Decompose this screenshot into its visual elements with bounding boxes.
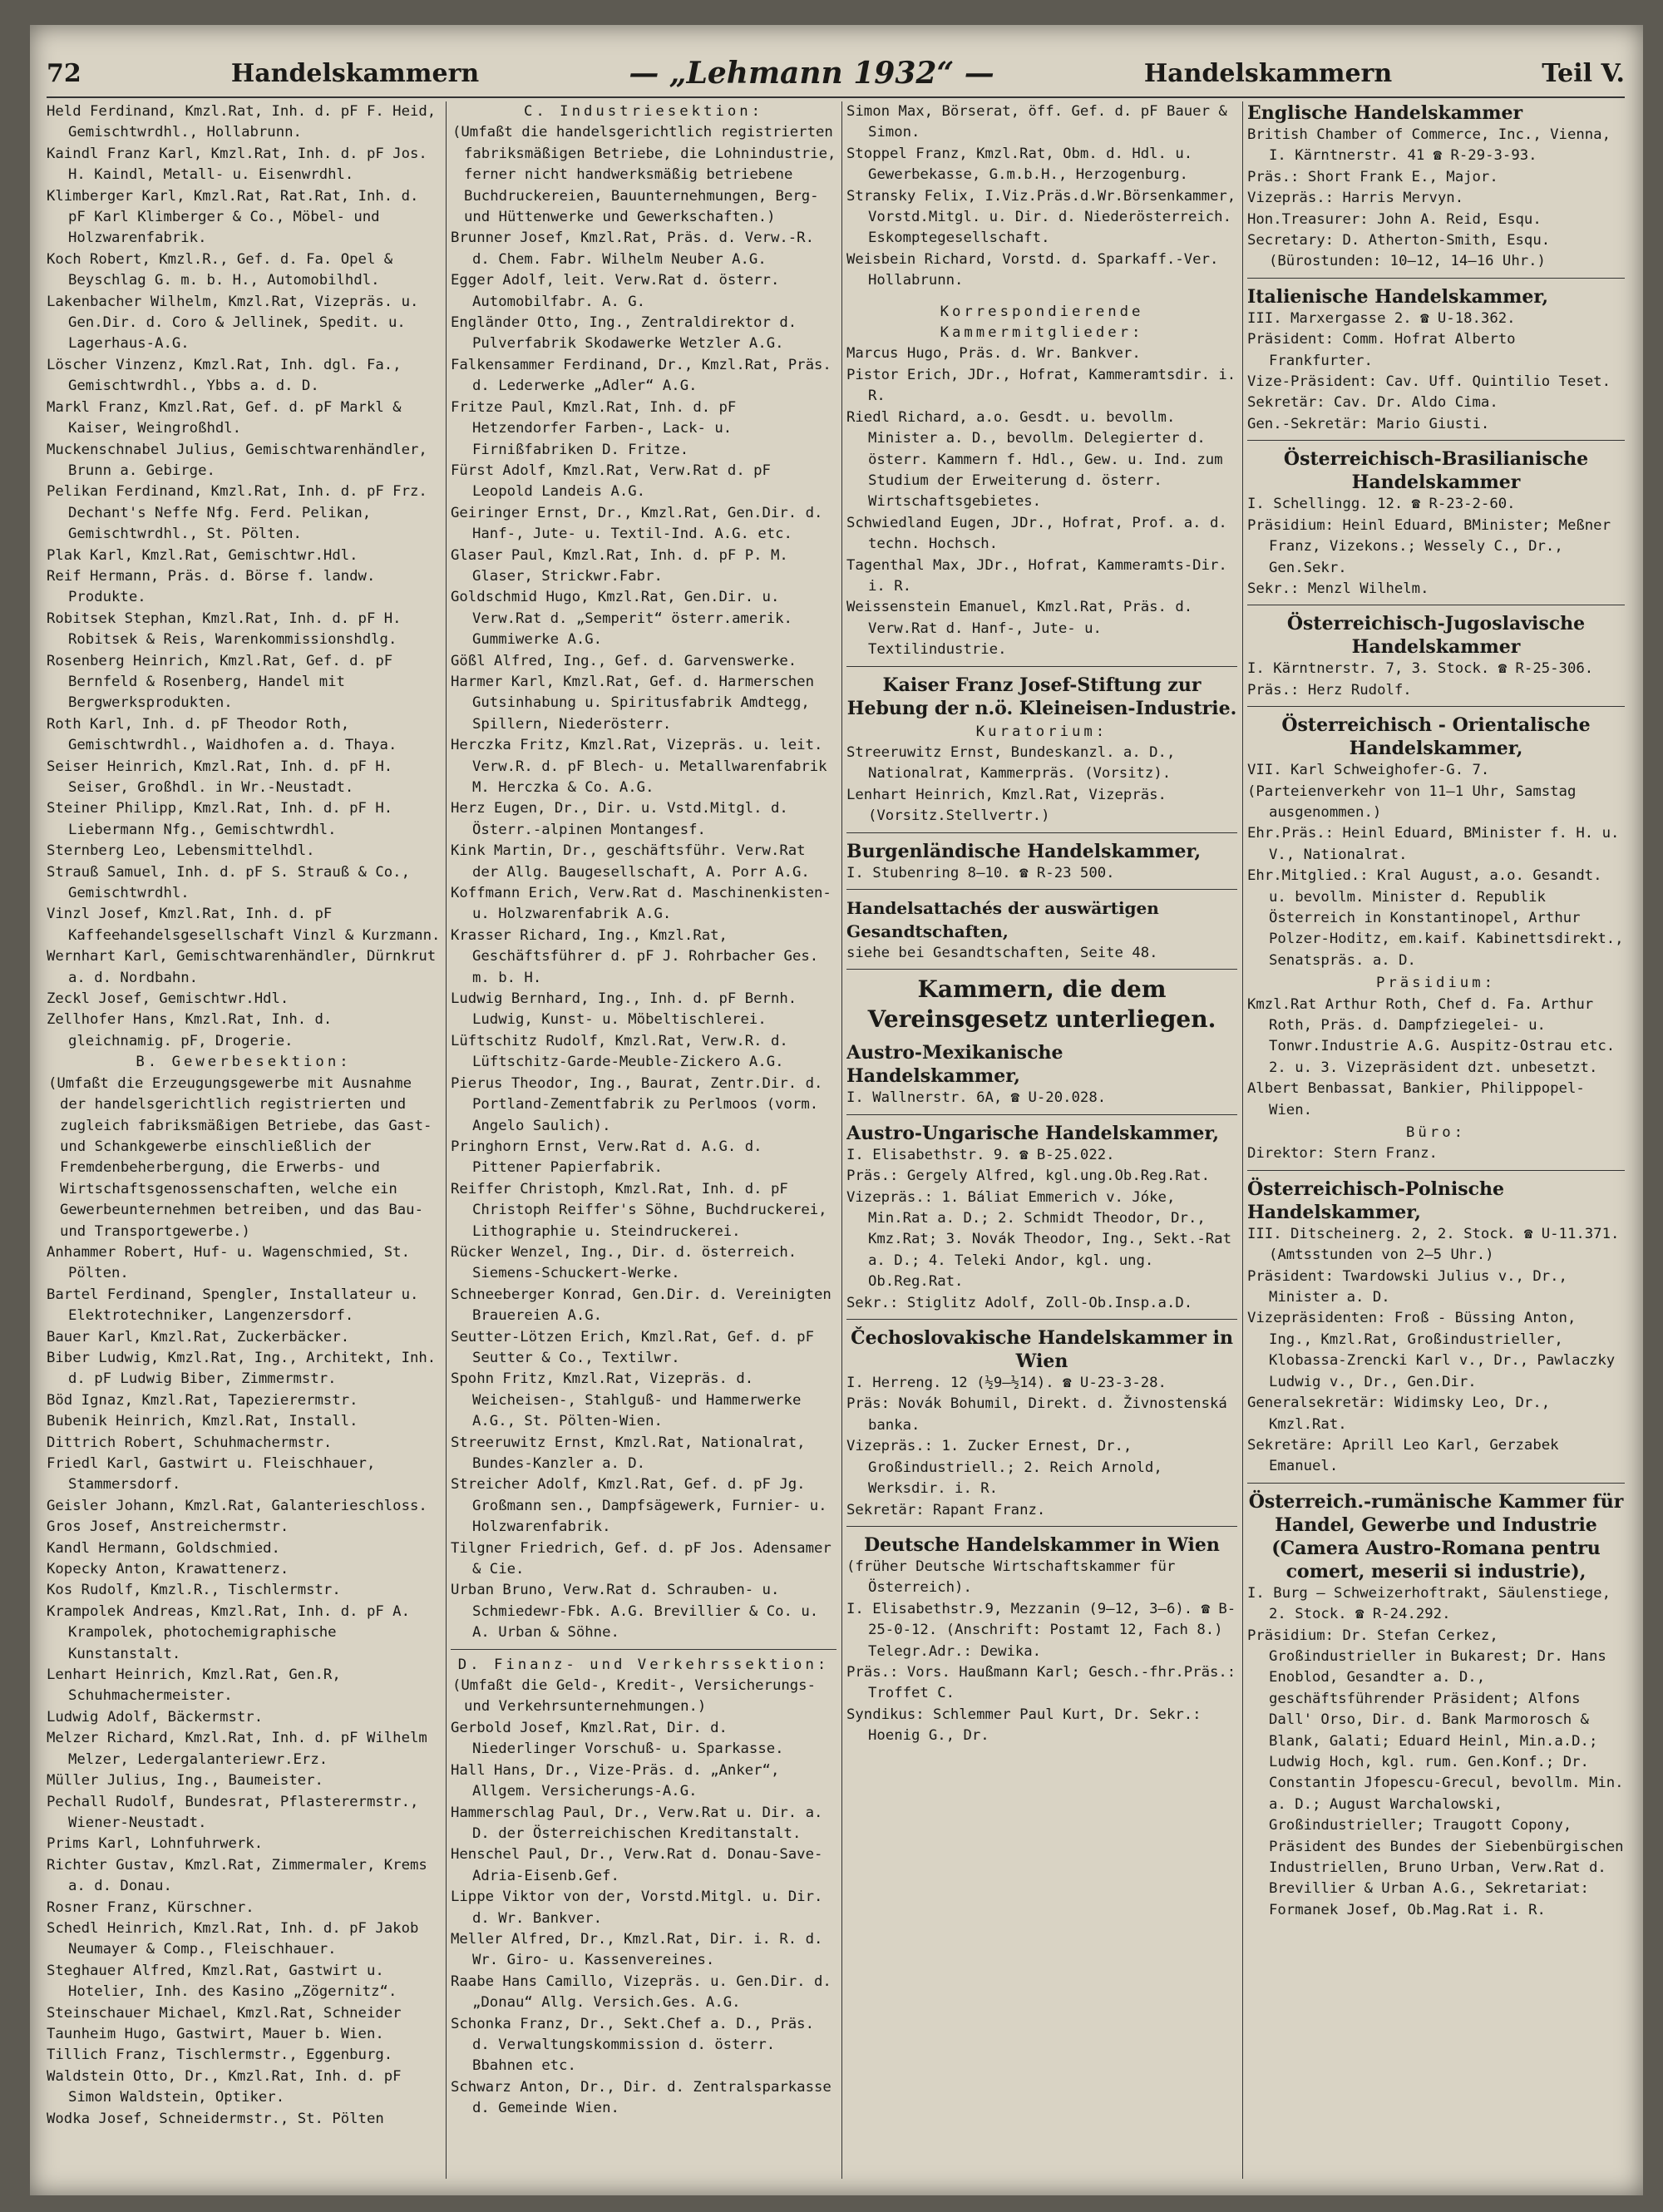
chamber-detail: Sekr.: Menzl Wilhelm. xyxy=(1247,580,1429,597)
member-entry: Klimberger Karl, Kmzl.Rat, Rat.Rat, Inh. d. pF Karl Klimberger & Co., Möbel- und Holzwarenfabrik. xyxy=(47,187,419,247)
chamber-detail: VII. Karl Schweighofer-G. 7. xyxy=(1247,762,1490,779)
chamber-detail: Präsident: Comm. Hofrat Alberto Frankfurter. xyxy=(1247,331,1516,369)
member-entry: Lenhart Heinrich, Kmzl.Rat, Gen.R, Schuhmachermeister. xyxy=(47,1666,341,1705)
member-entry: Rücker Wenzel, Ing., Dir. d. österreich. Siemens-Schuckert-Werke. xyxy=(451,1243,797,1282)
member-entry: Hammerschlag Paul, Dr., Verw.Rat u. Dir. a. D. der Österreichischen Kreditanstalt. xyxy=(451,1804,823,1842)
chamber-detail: Vizepräs.: Harris Mervyn. xyxy=(1247,190,1464,207)
member-entry: Fürst Adolf, Kmzl.Rat, Verw.Rat d. pF Leopold Landeis A.G. xyxy=(451,462,771,501)
divider xyxy=(846,666,1237,667)
section-note-c: (Umfaßt die handelsgerichtlich registrierten fabriksmäßigen Betriebe, die Lohnindustrie, ferner nicht handwerksmäßig betriebene Buchdruckereien, Bauunternehmungen, Berg- und Hüttenwerke und Gewerkschaften.) xyxy=(452,124,836,226)
member-entry: Müller Julius, Ing., Baumeister. xyxy=(47,1772,323,1790)
column-1 xyxy=(47,101,441,2179)
divider xyxy=(1247,1483,1625,1484)
buero-heading: Büro: xyxy=(1405,1124,1467,1142)
member-entry: Kandl Hermann, Goldschmied. xyxy=(47,1539,280,1557)
member-entry: Tilgner Friedrich, Gef. d. pF Jos. Adensamer & Cie. xyxy=(451,1539,832,1578)
member-entry: Taunheim Hugo, Gastwirt, Mauer b. Wien. xyxy=(47,2025,384,2042)
member-entry: Koch Robert, Kmzl.R., Gef. d. Fa. Opel & Beyschlag G. m. b. H., Automobilhdl. xyxy=(47,250,393,289)
polish-chamber-heading: Österreichisch-Polnische Handelskammer, xyxy=(1247,1178,1505,1223)
member-entry: Koffmann Erich, Verw.Rat d. Maschinenkisten- u. Holzwarenfabrik A.G. xyxy=(451,885,832,923)
vereinsgesetz-heading: Kammern, die dem Vereinsgesetz unterliegen. xyxy=(867,975,1216,1034)
member-entry: Herczka Fritz, Kmzl.Rat, Vizepräs. u. leit. Verw.R. d. pF Blech- u. Metallwarenfabrik M. Herczka & Co. A.G. xyxy=(451,737,827,796)
brazilian-chamber-heading: Österreichisch-Brasilianische Handelskammer xyxy=(1283,448,1589,494)
chamber-detail: Albert Benbassat, Bankier, Philippopel-Wien. xyxy=(1247,1080,1585,1118)
chamber-detail: Secretary: D. Atherton-Smith, Esqu. (Bürostunden: 10—12, 14—16 Uhr.) xyxy=(1247,232,1551,270)
member-entry: Lakenbacher Wilhelm, Kmzl.Rat, Vizepräs. u. Gen.Dir. d. Coro & Jellinek, Spedit. u. Lagerhaus-A.G. xyxy=(47,293,419,353)
chamber-detail: Präs.: Short Frank E., Major. xyxy=(1247,168,1498,185)
member-entry: Prims Karl, Lohnfuhrwerk. xyxy=(47,1835,264,1853)
member-entry: Held Ferdinand, Kmzl.Rat, Inh. d. pF F. Heid, Gemischtwrdhl., Hollabrunn. xyxy=(47,103,437,141)
member-entry: Gerbold Josef, Kmzl.Rat, Dir. d. Niederlinger Vorschuß- u. Sparkasse. xyxy=(451,1719,784,1758)
italian-chamber-heading: Italienische Handelskammer, xyxy=(1247,285,1549,308)
correspondent-heading: Korrespondierende Kammermitglieder: xyxy=(940,303,1144,342)
member-entry: Plak Karl, Kmzl.Rat, Gemischtwr.Hdl. xyxy=(47,546,358,564)
chamber-detail: I. Kärntnerstr. 7, 3. Stock. ☎ R-25-306. xyxy=(1247,660,1594,678)
member-entry: Schneeberger Konrad, Gen.Dir. d. Vereinigten Brauereien A.G. xyxy=(451,1286,832,1325)
member-entry: Meller Alfred, Dr., Kmzl.Rat, Dir. i. R. d. Wr. Giro- u. Kassenvereines. xyxy=(451,1930,823,1969)
divider xyxy=(846,1319,1237,1320)
member-entry: Kaindl Franz Karl, Kmzl.Rat, Inh. d. pF Jos. H. Kaindl, Metall- u. Eisenwrdhl. xyxy=(47,145,427,184)
member-entry: Dittrich Robert, Schuhmachermstr. xyxy=(47,1434,333,1451)
german-chamber-heading: Deutsche Handelskammer in Wien xyxy=(864,1533,1220,1556)
section-heading-d: D. Finanz- und Verkehrssektion: xyxy=(457,1656,830,1673)
column-rule xyxy=(1242,101,1243,2179)
kaiser-franz-josef-heading: Kaiser Franz Josef-Stiftung zur Hebung der n.ö. Kleineisen-Industrie. xyxy=(846,674,1237,719)
chamber-detail: I. Elisabethstr. 9. ☎ B-25.022. xyxy=(846,1146,1115,1163)
member-entry: Löscher Vinzenz, Kmzl.Rat, Inh. dgl. Fa., Gemischtwrdhl., Ybbs a. d. D. xyxy=(47,356,402,395)
section-note-b: (Umfaßt die Erzeugungsgewerbe mit Ausnahme der handelsgerichtlich registrierten und zugleich fabriksmäßigen Betriebe, das Gast- und Schankgewerbe einschließlich der Fremdenbeherbergung, die Erwerbs- und Wirtschaftsgenossenschaften, welche ein Gewerbeunternehmen betreiben, und das Bau- und Transportgewerbe.) xyxy=(48,1074,432,1240)
chamber-detail: Sekretäre: Aprill Leo Karl, Gerzabek Emanuel. xyxy=(1247,1436,1559,1475)
chamber-detail: Gen.-Sekretär: Mario Giusti. xyxy=(1247,415,1490,432)
chamber-detail: Präs.: Gergely Alfred, kgl.ung.Ob.Reg.Rat. xyxy=(846,1168,1210,1185)
member-entry: Geiringer Ernst, Dr., Kmzl.Rat, Gen.Dir. d. Hanf-, Jute- u. Textil-Ind. A.G. etc. xyxy=(451,504,823,543)
chamber-detail: Präs: Novák Bohumil, Direkt. d. Živnostenská banka. xyxy=(846,1395,1227,1434)
member-entry: Muckenschnabel Julius, Gemischtwarenhändler, Brunn a. Gebirge. xyxy=(47,441,427,479)
member-entry: Melzer Richard, Kmzl.Rat, Inh. d. pF Wilhelm Melzer, Ledergalanteriewr.Erz. xyxy=(47,1730,427,1768)
member-entry: Bubenik Heinrich, Kmzl.Rat, Install. xyxy=(47,1413,358,1430)
member-entry: Stoppel Franz, Kmzl.Rat, Obm. d. Hdl. u. Gewerbekasse, G.m.b.H., Herzogenburg. xyxy=(846,145,1193,184)
member-entry: Kopecky Anton, Krawattenerz. xyxy=(47,1561,289,1578)
chamber-detail: Präs.: Vors. Haußmann Karl; Gesch.-fhr.Präs.: Troffet C. xyxy=(846,1663,1236,1702)
member-entry: Hall Hans, Dr., Vize-Präs. d. „Anker“, Allgem. Versicherungs-A.G. xyxy=(451,1761,780,1800)
member-entry: Engländer Otto, Ing., Zentraldirektor d. Pulverfabrik Skodawerke Wetzler A.G. xyxy=(451,314,797,353)
chamber-detail: I. Burg — Schweizerhoftrakt, Säulenstiege, 2. Stock. ☎ R-24.292. xyxy=(1247,1584,1611,1623)
member-entry: Glaser Paul, Kmzl.Rat, Inh. d. pF P. M. Glaser, Strickwr.Fabr. xyxy=(451,546,788,585)
member-entry: Markl Franz, Kmzl.Rat, Gef. d. pF Markl & Kaiser, Weingroßhdl. xyxy=(47,398,402,437)
chamber-detail: Ehr.Präs.: Heinl Eduard, BMinister f. H. u. V., Nationalrat. xyxy=(1247,825,1620,863)
chamber-detail: Sekr.: Stiglitz Adolf, Zoll-Ob.Insp.a.D. xyxy=(846,1294,1193,1311)
member-entry: Gros Josef, Anstreichermstr. xyxy=(47,1518,289,1536)
divider xyxy=(1247,440,1625,441)
member-entry: Reif Hermann, Präs. d. Börse f. landw. Produkte. xyxy=(47,567,376,606)
praesidium-heading: Präsidium: xyxy=(1375,975,1497,992)
column-4 xyxy=(1247,101,1625,2179)
member-entry: Strauß Samuel, Inh. d. pF S. Strauß & Co., Gemischtwrdhl. xyxy=(47,863,410,902)
member-entry: Pringhorn Ernst, Verw.Rat d. A.G. d. Pittener Papierfabrik. xyxy=(451,1138,762,1177)
member-entry: Simon Max, Börserat, öff. Gef. d. pF Bauer & Simon. xyxy=(846,103,1227,141)
member-entry: Waldstein Otto, Dr., Kmzl.Rat, Inh. d. pF Simon Waldstein, Optiker. xyxy=(47,2067,402,2106)
member-entry: Streeruwitz Ernst, Kmzl.Rat, Nationalrat, Bundes-Kanzler a. D. xyxy=(451,1434,806,1472)
member-entry: Krasser Richard, Ing., Kmzl.Rat, Geschäftsführer d. pF J. Rohrbacher Ges. m. b. H. xyxy=(451,926,819,986)
member-entry: Kos Rudolf, Kmzl.R., Tischlermstr. xyxy=(47,1582,341,1599)
member-entry: Riedl Richard, a.o. Gesdt. u. bevollm. Minister a. D., bevollm. Delegierter d. österr. Kammern f. Hdl., Gew. u. Ind. zum Studium der Erweiterung d. österr. Wirtschaftsgebietes. xyxy=(846,408,1223,511)
divider xyxy=(846,832,1237,833)
member-entry: Roth Karl, Inh. d. pF Theodor Roth, Gemischtwrdhl., Waidhofen a. d. Thaya. xyxy=(47,715,397,754)
member-entry: Steghauer Alfred, Kmzl.Rat, Gastwirt u. Hotelier, Inh. des Kasino „Zögernitz“. xyxy=(47,1962,397,2001)
member-entry: Tagenthal Max, JDr., Hofrat, Kammeramts-Dir. i. R. xyxy=(846,556,1227,595)
burgenland-address: I. Stubenring 8—10. ☎ R-23 500. xyxy=(846,864,1115,881)
member-entry: Pierus Theodor, Ing., Baurat, Zentr.Dir. d. Portland-Zementfabrik zu Perlmoos (vorm. Angelo Saulich). xyxy=(451,1074,823,1134)
english-chamber-heading: Englische Handelskammer xyxy=(1247,102,1523,124)
member-entry: Pelikan Ferdinand, Kmzl.Rat, Inh. d. pF Frz. Dechant's Neffe Nfg. Ferd. Pelikan, Gemischtwrdhl., St. Pölten. xyxy=(47,483,427,543)
page-header xyxy=(47,50,1625,98)
divider xyxy=(846,969,1237,970)
member-entry: Pechall Rudolf, Bundesrat, Pflasterermstr., Wiener-Neustadt. xyxy=(47,1793,419,1831)
member-entry: Urban Bruno, Verw.Rat d. Schrauben- u. Schmiedewr-Fbk. A.G. Brevillier & Co. u. A. Urban & Söhne. xyxy=(451,1582,819,1642)
member-entry: Steinschauer Michael, Kmzl.Rat, Schneider xyxy=(47,2004,402,2022)
attaches-heading: Handelsattachés der auswärtigen Gesandtschaften, xyxy=(846,898,1159,941)
member-entry: Raabe Hans Camillo, Vizepräs. u. Gen.Dir. d. „Donau“ Allg. Versich.Ges. A.G. xyxy=(451,1973,832,2012)
member-entry: Steiner Philipp, Kmzl.Rat, Inh. d. pF H. Liebermann Nfg., Gemischtwrdhl. xyxy=(47,800,393,838)
chamber-detail: Generalsekretär: Widimsky Leo, Dr., Kmzl.Rat. xyxy=(1247,1395,1551,1433)
chamber-detail: Präsidium: Dr. Stefan Cerkez, Großindustrieller in Bukarest; Dr. Hans Enoblod, Gesandter a. D., geschäftsführender Präsident; Alfons Dall' Orso, Dir. d. Bank Marmorosch & Blank, Galati; Eduard Heinl, Min.a.D.; Ludwig Hoch, kgl. rum. Gen.Konf.; Dr. Constantin Jfopescu-Grecul, bevollm. Min. a. D.; August Warchalowski, Großindustrieller; Traugott Copony, Präsident des Bundes der Siebenbürgischen Industriellen, Bruno Urban, Verw.Rat d. Brevillier & Urban A.G., Sekretariat: Formanek Josef, Ob.Mag.Rat i. R. xyxy=(1247,1627,1624,1918)
attaches-reference: siehe bei Gesandtschaften, Seite 48. xyxy=(846,945,1158,961)
member-entry: Reiffer Christoph, Kmzl.Rat, Inh. d. pF Christoph Reiffer's Söhne, Buchdruckerei, Lithographie u. Steindruckerei. xyxy=(451,1180,827,1240)
chamber-detail: Vizepräsidenten: Froß - Büssing Anton, Ing., Kmzl.Rat, Großindustrieller, Klobassa-Zrencki Karl v., Dr., Pawlaczky Ludwig v., Dr., Gen.Dir. xyxy=(1247,1310,1616,1390)
chamber-detail: I. Schellingg. 12. ☎ R-23-2-60. xyxy=(1247,496,1516,513)
header-left-title: Handelskammern xyxy=(230,58,480,88)
oriental-director: Direktor: Stern Franz. xyxy=(1247,1145,1438,1163)
member-entry: Schonka Franz, Dr., Sekt.Chef a. D., Präs. d. Verwaltungskommission d. österr. Bbahnen etc. xyxy=(451,2015,814,2075)
column-rule xyxy=(841,101,842,2179)
czechoslovak-heading: Čechoslovakische Handelskammer in Wien xyxy=(851,1327,1233,1373)
section-heading-c: C. Industriesektion: xyxy=(523,103,764,120)
member-entry: Lenhart Heinrich, Kmzl.Rat, Vizepräs. (Vorsitz.Stellvertr.) xyxy=(846,786,1167,825)
page-number: 72 xyxy=(47,58,81,88)
austro-mexican-heading: Austro-Mexikanische Handelskammer, xyxy=(846,1042,1063,1088)
member-entry: Biber Ludwig, Kmzl.Rat, Ing., Architekt, Inh. d. pF Ludwig Biber, Zimmermstr. xyxy=(47,1349,437,1388)
member-entry: Bartel Ferdinand, Spengler, Installateur u. Elektrotechniker, Langenzersdorf. xyxy=(47,1286,419,1325)
member-entry: Ludwig Adolf, Bäckermstr. xyxy=(47,1708,264,1726)
member-entry: Geisler Johann, Kmzl.Rat, Galanterieschloss. xyxy=(47,1497,427,1514)
member-entry: Böd Ignaz, Kmzl.Rat, Tapezierermstr. xyxy=(47,1391,358,1409)
member-entry: Friedl Karl, Gastwirt u. Fleischhauer, Stammersdorf. xyxy=(47,1455,376,1494)
member-entry: Wernhart Karl, Gemischtwarenhändler, Dürnkrut a. d. Nordbahn. xyxy=(47,948,437,986)
member-entry: Weissenstein Emanuel, Kmzl.Rat, Präs. d. Verw.Rat d. Hanf-, Jute- u. Textilindustrie. xyxy=(846,599,1193,659)
kuratorium-heading: Kuratorium: xyxy=(975,723,1108,740)
section-heading-b: B. Gewerbesektion: xyxy=(136,1054,352,1071)
chamber-detail: British Chamber of Commerce, Inc., Vienna, I. Kärntnerstr. 41 ☎ R-29-3-93. xyxy=(1247,126,1611,165)
member-entry: Weisbein Richard, Vorstd. d. Sparkaff.-Ver. Hollabrunn. xyxy=(846,250,1219,289)
member-entry: Falkensammer Ferdinand, Dr., Kmzl.Rat, Präs. d. Lederwerke „Adler“ A.G. xyxy=(451,356,832,395)
austro-mexican-address: I. Wallnerstr. 6A, ☎ U-20.028. xyxy=(846,1089,1107,1107)
member-entry: Schwiedland Eugen, JDr., Hofrat, Prof. a. d. techn. Hochsch. xyxy=(846,514,1227,553)
divider xyxy=(1247,278,1625,279)
divider xyxy=(846,889,1237,890)
member-entry: Zellhofer Hans, Kmzl.Rat, Inh. d. gleichnamig. pF, Drogerie. xyxy=(47,1011,333,1049)
chamber-detail: III. Ditscheinerg. 2, 2. Stock. ☎ U-11.371. (Amtsstunden von 2—5 Uhr.) xyxy=(1247,1225,1620,1264)
section-note-d: (Umfaßt die Geld-, Kredit-, Versicherungs- und Verkehrsunternehmungen.) xyxy=(452,1677,816,1716)
newspaper-page xyxy=(30,25,1643,2195)
member-entry: Pistor Erich, JDr., Hofrat, Kammeramtsdir. i. R. xyxy=(846,366,1236,405)
member-entry: Stransky Felix, I.Viz.Präs.d.Wr.Börsenkammer, Vorstd.Mitgl. u. Dir. d. Niederösterreich. Eskomptegesellschaft. xyxy=(846,187,1236,247)
member-entry: Gößl Alfred, Ing., Gef. d. Garvenswerke. xyxy=(451,652,797,669)
member-entry: Egger Adolf, leit. Verw.Rat d. österr. Automobilfabr. A. G. xyxy=(451,272,780,310)
member-entry: Schedl Heinrich, Kmzl.Rat, Inh. d. pF Jakob Neumayer & Comp., Fleischhauer. xyxy=(47,1919,419,1958)
chamber-detail: Kmzl.Rat Arthur Roth, Chef d. Fa. Arthur Roth, Präs. d. Dampfziegelei- u. Tonwr.Industrie A.G. Auspitz-Ostrau etc. 2. u. 3. Vizepräsident dzt. unbesetzt. xyxy=(1247,995,1616,1076)
member-entry: Streeruwitz Ernst, Bundeskanzl. a. D., Nationalrat, Kammerpräs. (Vorsitz). xyxy=(846,743,1176,783)
yugoslav-chamber-heading: Österreichisch-Jugoslavische Handelskammer xyxy=(1286,613,1586,659)
member-entry: Robitsek Stephan, Kmzl.Rat, Inh. d. pF H. Robitsek & Reis, Warenkommissionshdlg. xyxy=(47,610,402,649)
member-entry: Goldschmid Hugo, Kmzl.Rat, Gen.Dir. u. Verw.Rat d. „Semperit“ österr.amerik. Gummiwerke A.G. xyxy=(451,589,792,649)
member-entry: Rosner Franz, Kürschner. xyxy=(47,1898,254,1916)
member-entry: Marcus Hugo, Präs. d. Wr. Bankver. xyxy=(846,345,1141,363)
chamber-detail: Präsident: Twardowski Julius v., Dr., Minister a. D. xyxy=(1247,1267,1567,1306)
chamber-detail: Hon.Treasurer: John A. Reid, Esqu. xyxy=(1247,210,1542,228)
member-entry: Bauer Karl, Kmzl.Rat, Zuckerbäcker. xyxy=(47,1328,350,1345)
member-entry: Zeckl Josef, Gemischtwr.Hdl. xyxy=(47,990,289,1008)
column-2 xyxy=(451,101,836,2179)
chamber-detail: (früher Deutsche Wirtschaftskammer für Österreich). xyxy=(846,1558,1176,1597)
divider xyxy=(846,1526,1237,1527)
chamber-detail: Präs.: Herz Rudolf. xyxy=(1247,681,1412,699)
member-entry: Lippe Viktor von der, Vorstd.Mitgl. u. Dir. d. Wr. Bankver. xyxy=(451,1889,823,1927)
member-entry: Anhammer Robert, Huf- u. Wagenschmied, St. Pölten. xyxy=(47,1243,410,1282)
divider xyxy=(451,1649,836,1650)
chamber-detail: Sekretär: Cav. Dr. Aldo Cima. xyxy=(1247,394,1498,412)
chamber-detail: Sekretär: Rapant Franz. xyxy=(846,1501,1046,1518)
chamber-detail: Präsidium: Heinl Eduard, BMinister; Meßner Franz, Vizekons.; Wessely C., Dr., Gen.Sekr. xyxy=(1247,516,1611,576)
member-entry: Henschel Paul, Dr., Verw.Rat d. Donau-Save-Adria-Eisenb.Gef. xyxy=(451,1846,823,1884)
member-entry: Harmer Karl, Kmzl.Rat, Gef. d. Harmerschen Gutsinhabung u. Spiritusfabrik Amdtegg, Spillern, Niederösterr. xyxy=(451,673,814,733)
chamber-detail: I. Elisabethstr.9, Mezzanin (9—12, 3—6). ☎ B-25-0-12. (Anschrift: Postamt 12, Fach 8.) Telegr.Adr.: Dewika. xyxy=(846,1600,1236,1660)
oriental-chamber-heading: Österreichisch - Orientalische Handelskammer, xyxy=(1281,714,1591,760)
member-entry: Schwarz Anton, Dr., Dir. d. Zentralsparkasse d. Gemeinde Wien. xyxy=(451,2078,832,2117)
member-entry: Streicher Adolf, Kmzl.Rat, Gef. d. pF Jg. Großmann sen., Dampfsägewerk, Furnier- u. Holzwarenfabrik. xyxy=(451,1476,827,1536)
member-entry: Krampolek Andreas, Kmzl.Rat, Inh. d. pF A. Krampolek, photochemigraphische Kunstanstalt. xyxy=(47,1602,410,1662)
member-entry: Ludwig Bernhard, Ing., Inh. d. pF Bernh. Ludwig, Kunst- u. Möbeltischlerei. xyxy=(451,990,797,1029)
member-entry: Herz Eugen, Dr., Dir. u. Vstd.Mitgl. d. Österr.-alpinen Montangesf. xyxy=(451,800,788,838)
divider xyxy=(1247,706,1625,707)
member-entry: Wodka Josef, Schneidermstr., St. Pölten xyxy=(47,2110,384,2127)
member-entry: Seutter-Lötzen Erich, Kmzl.Rat, Gef. d. pF Seutter & Co., Textilwr. xyxy=(451,1328,814,1366)
member-entry: Sternberg Leo, Lebensmittelhdl. xyxy=(47,842,315,860)
member-entry: Kink Martin, Dr., geschäftsführ. Verw.Rat der Allg. Baugesellschaft, A. Porr A.G. xyxy=(451,842,810,881)
chamber-detail: Vize-Präsident: Cav. Uff. Quintilio Teset. xyxy=(1247,373,1611,391)
burgenland-heading: Burgenländische Handelskammer, xyxy=(846,840,1202,862)
member-entry: Fritze Paul, Kmzl.Rat, Inh. d. pF Hetzendorfer Farben-, Lack- u. Firnißfabriken D. Fritze. xyxy=(451,398,737,458)
divider xyxy=(846,1114,1237,1115)
header-right-title: Handelskammern xyxy=(1143,58,1393,88)
chamber-detail: Vizepräs.: 1. Zucker Ernest, Dr., Großindustriell.; 2. Reich Arnold, Werksdir. i. R. xyxy=(846,1438,1162,1498)
column-3 xyxy=(846,101,1237,2179)
romanian-chamber-heading: Österreich.-rumänische Kammer für Handel, Gewerbe und Industrie (Camera Austro-Romana pentru comert, meserii si industrie), xyxy=(1248,1490,1624,1582)
chamber-detail: (Parteienverkehr von 11—1 Uhr, Samstag ausgenommen.) xyxy=(1247,783,1577,821)
chamber-detail: III. Marxergasse 2. ☎ U-18.362. xyxy=(1247,309,1516,327)
chamber-detail: Ehr.Mitglied.: Kral August, a.o. Gesandt. u. bevollm. Minister d. Republik Österreich in Konstantinopel, Arthur Polzer-Hoditz, em.kaif. Kabinettsdirekt., Senatspräs. a. D. xyxy=(1247,867,1624,969)
member-entry: Seiser Heinrich, Kmzl.Rat, Inh. d. pF H. Seiser, Großhdl. in Wr.-Neustadt. xyxy=(47,758,393,796)
header-center-title: — „Lehmann 1932“ — xyxy=(629,56,994,91)
member-entry: Tillich Franz, Tischlermstr., Eggenburg. xyxy=(47,2047,393,2064)
chamber-detail: I. Herreng. 12 (½9—½14). ☎ U-23-3-28. xyxy=(846,1375,1167,1392)
member-entry: Rosenberg Heinrich, Kmzl.Rat, Gef. d. pF Bernfeld & Rosenberg, Handel mit Bergwerksprodukten. xyxy=(47,652,393,712)
member-entry: Vinzl Josef, Kmzl.Rat, Inh. d. pF Kaffeehandelsgesellschaft Vinzl & Kurzmann. xyxy=(47,906,441,944)
member-entry: Richter Gustav, Kmzl.Rat, Zimmermaler, Krems a. d. Donau. xyxy=(47,1856,427,1895)
chamber-detail: Syndikus: Schlemmer Paul Kurt, Dr. Sekr.: Hoenig G., Dr. xyxy=(846,1706,1202,1745)
member-entry: Spohn Fritz, Kmzl.Rat, Vizepräs. d. Weicheisen-, Stahlguß- und Hammerwerke A.G., St. Pölten-Wien. xyxy=(451,1370,802,1430)
divider xyxy=(1247,1170,1625,1171)
column-rule xyxy=(446,101,447,2179)
member-entry: Lüftschitz Rudolf, Kmzl.Rat, Verw.R. d. Lüftschitz-Garde-Meuble-Zickero A.G. xyxy=(451,1032,788,1071)
header-part: Teil V. xyxy=(1542,58,1625,88)
austro-hungarian-heading: Austro-Ungarische Handelskammer, xyxy=(846,1122,1220,1144)
member-entry: Brunner Josef, Kmzl.Rat, Präs. d. Verw.-R. d. Chem. Fabr. Wilhelm Neuber A.G. xyxy=(451,230,814,268)
chamber-detail: Vizepräs.: 1. Báliat Emmerich v. Jóke, Min.Rat a. D.; 2. Schmidt Theodor, Dr., Kmz.Rat; 3. Novák Theodor, Ing., Sekt.-Rat a. D.; 4. Teleki Andor, kgl. ung. Ob.Reg.Rat. xyxy=(846,1188,1231,1291)
